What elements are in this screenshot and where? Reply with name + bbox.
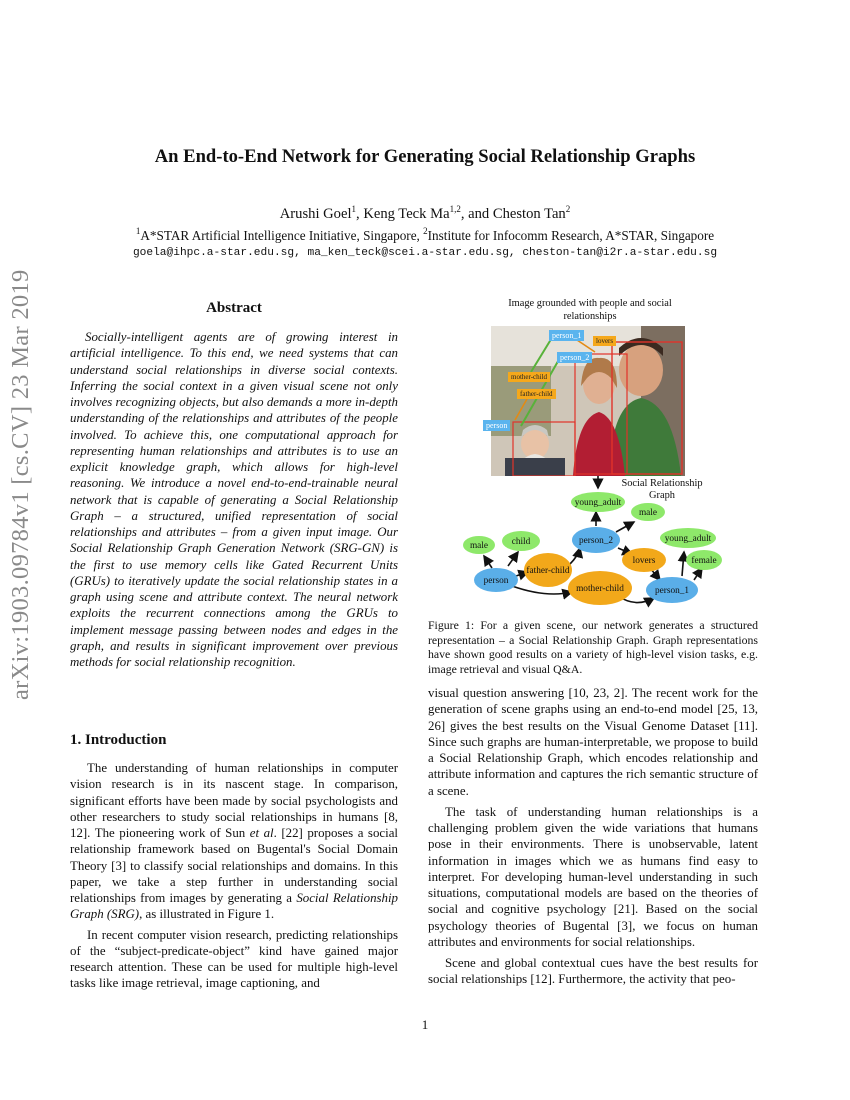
node-child: child (511, 537, 531, 547)
photo-tag-person: person (483, 420, 510, 431)
abstract-heading: Abstract (206, 300, 262, 316)
photo-scene (491, 326, 685, 476)
node-mother-child: mother-child (576, 584, 624, 594)
node-person: person (483, 576, 509, 586)
author-separator: , and (460, 206, 493, 222)
node-male-left: male (469, 541, 489, 551)
author-name: Arushi Goel (279, 206, 352, 222)
figure-photo (491, 326, 685, 476)
photo-tag-person-2: person_2 (557, 352, 592, 363)
intro-etal: et al (249, 826, 274, 840)
intro-srg-term: Social Relationship Graph (SRG) (70, 891, 399, 922)
node-father-child: father-child (526, 566, 570, 576)
photo-tag-person-1: person_1 (549, 330, 584, 341)
intro-text: , as illustrated in Figure 1. (139, 907, 275, 922)
node-young-adult-right: young_adult (664, 534, 712, 544)
right-paragraph: The task of understanding human relationships is a challenging problem given the wide variations that humans pose in their environments. There is unobservable, latent information in images which we as humans find easy to interpret. For developing human-level understanding in such situations, computational models are based on the theories of social and cognitive psychology [21]. Based on the social psychology theories of Bugental [3], we focus on human attributes and environments for social relationships. (428, 804, 758, 949)
node-female: female (691, 556, 717, 566)
photo-tag-father-child: father-child (517, 389, 556, 399)
photo-tag-mother-child: mother-child (508, 372, 550, 382)
social-relationship-graph (450, 476, 740, 612)
arxiv-identifier: arXiv:1903.09784v1 [cs.CV] 23 Mar 2019 (7, 269, 34, 700)
abstract-text: Socially-intelligent agents are of growing interest in artificial intelligence. To this end, we need systems that can understand social relationships in diverse social contexts. Inferring the social context in a given visual scene not only involves recognizing objects, but also demands a more in-depth understanding of the relationships and attributes of the people involved. To achieve this, one computational approach for representing human relationships and attributes is to use an explicit knowledge graph, which allows for high-level reasoning. We introduce a novel end-to-end-trainable neural network that is capable of generating a Social Relationship Graph – a structured, unified representation of social relationships and attributes – from a given input image. Our Social Relationship Graph Generation Network (SRG-GN) is the first to use memory cells like Gated Recurrent Units (GRUs) to iteratively update the social relationship states in a graph using scene and attribute context. The neural network exploits the recurrent connections among the GRUs to implement message passing between nodes and edges in the graph, and results in significant improvement over previous methods for social relationship recognition. (70, 330, 398, 669)
affiliation-2: Institute for Infocomm Research, A*STAR, Singapore (427, 228, 715, 243)
introduction-heading: 1. Introduction (70, 732, 167, 748)
intro-paragraph: In recent computer vision research, predicting relationships of the “subject-predicate-object” kind have gained major research attention. These can be used for multiple high-level tasks like image retrieval, image captioning, and (70, 927, 398, 991)
figure-caption: Figure 1: For a given scene, our network generates a structured representation – a Social Relationship Graph. Graph representations have shown good results on a variety of high-level vision tasks, e.g. image retrieval and visual Q&A. (428, 618, 758, 676)
author-emails: goela@ihpc.a-star.edu.sg, ma_ken_teck@scei.a-star.edu.sg, cheston-tan@i2r.a-star.edu.sg (132, 247, 718, 259)
node-person-1: person_1 (654, 586, 690, 596)
author-name: Keng Teck Ma (363, 206, 450, 222)
intro-paragraph (70, 760, 398, 923)
intro-text: . [22] proposes a social relationship framework based on Bugental's Social Domain Theory [3] to classify social relationships and domains. In this paper, we take a step further in understanding social relationships from images by generating a (70, 826, 398, 905)
right-paragraph: Scene and global contextual cues have the best results for social relationships [12]. Furthermore, the activity that peo- (428, 956, 758, 987)
node-male-right: male (638, 508, 658, 518)
right-column-body (428, 685, 758, 993)
affiliation-sup: 2 (423, 226, 428, 236)
right-paragraph: visual question answering [10, 23, 2]. The recent work for the generation of scene graphs using an end-to-end model [25, 13, 26] gives the best results on the Visual Genome Dataset [11]. Since such graphs are human-interpretable, we propose to build a Social Relationship Graph, which encodes relationship and attribute information and captures the rich semantic structure of a scene. (428, 686, 758, 798)
author-name: Cheston Tan (492, 206, 566, 222)
graph-label: Social Relationship Graph (621, 478, 703, 501)
node-person-2: person_2 (578, 536, 614, 546)
introduction-body (70, 760, 398, 996)
photo-tag-lovers: lovers (593, 336, 616, 346)
intro-text: The understanding of human relationships in computer vision research is in its nascent stage. In comparison, significant efforts have been made by social psychologists and other researchers to study social relationships in humans [8, 12]. The pioneering work of Sun (70, 761, 398, 840)
affiliation-sup: 1 (135, 226, 141, 236)
author-sup: 1 (351, 204, 357, 214)
author-sup: 1,2 (449, 204, 461, 214)
node-lovers: lovers (632, 556, 656, 566)
author-sup: 2 (565, 204, 571, 214)
page-number: 1 (421, 1017, 429, 1032)
author-separator: , (356, 206, 364, 222)
author-list (70, 206, 780, 223)
figure-title: Image grounded with people and social relationships (508, 298, 672, 322)
node-young-adult-top: young_adult (574, 498, 622, 508)
affiliation-1: A*STAR Artificial Intelligence Initiative, Singapore, (140, 228, 424, 243)
affiliations (70, 228, 780, 244)
paper-title: An End-to-End Network for Generating Social Relationship Graphs (154, 146, 696, 167)
